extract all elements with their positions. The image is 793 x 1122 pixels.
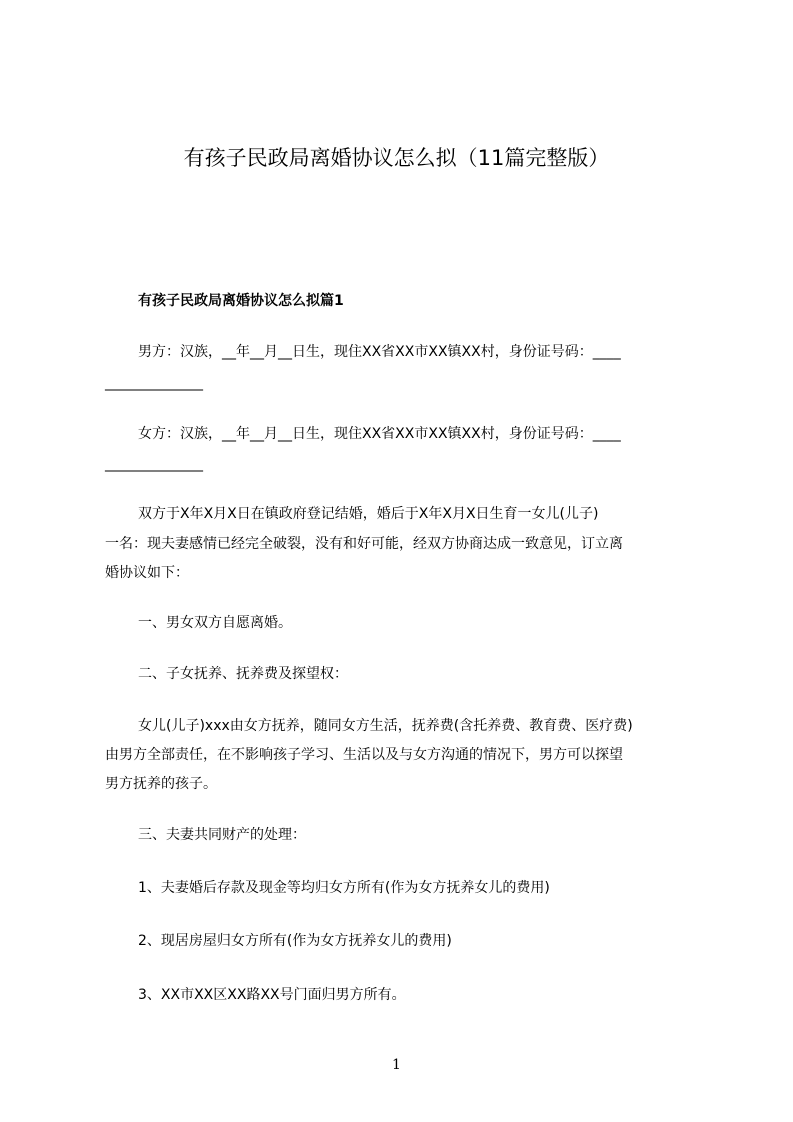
custody-line-2: 由男方全部责任，在不影响孩子学习、生活以及与女方沟通的情况下，男方可以探望: [105, 747, 623, 763]
property-item-1: 1、夫妻婚后存款及现金等均归女方所有(作为女方抚养女儿的费用): [138, 880, 550, 896]
intro-line-1: 双方于X年X月X日在镇政府登记结婚，婚后于X年X月X日生育一女儿(儿子): [138, 506, 599, 522]
section-heading: 有孩子民政局离婚协议怎么拟篇1: [138, 293, 344, 309]
male-party-line-2: ______________: [105, 375, 203, 391]
custody-line-3: 男方抚养的孩子。: [105, 776, 217, 792]
female-party-line-1: 女方：汉族，__年__月__日生，现住XX省XX市XX镇XX村，身份证号码：____: [138, 426, 621, 442]
clause-2: 二、子女抚养、抚养费及探望权：: [138, 666, 348, 682]
male-party-line-1: 男方：汉族，__年__月__日生，现住XX省XX市XX镇XX村，身份证号码：____: [138, 344, 621, 360]
intro-line-3: 婚协议如下：: [105, 565, 189, 581]
property-item-3: 3、XX市XX区XX路XX号门面归男方所有。: [138, 987, 406, 1003]
clause-1: 一、男女双方自愿离婚。: [138, 615, 292, 631]
female-party-line-2: ______________: [105, 456, 203, 472]
intro-line-2: 一名：现夫妻感情已经完全破裂，没有和好可能，经双方协商达成一致意见，订立离: [105, 536, 623, 552]
custody-line-1: 女儿(儿子)xxx由女方抚养，随同女方生活，抚养费(含托养费、教育费、医疗费): [138, 718, 633, 734]
page-number: 1: [392, 1057, 401, 1073]
property-item-2: 2、现居房屋归女方所有(作为女方抚养女儿的费用): [138, 933, 452, 949]
document-title: 有孩子民政局离婚协议怎么拟（11篇完整版）: [183, 146, 610, 170]
clause-3: 三、夫妻共同财产的处理：: [138, 827, 306, 843]
